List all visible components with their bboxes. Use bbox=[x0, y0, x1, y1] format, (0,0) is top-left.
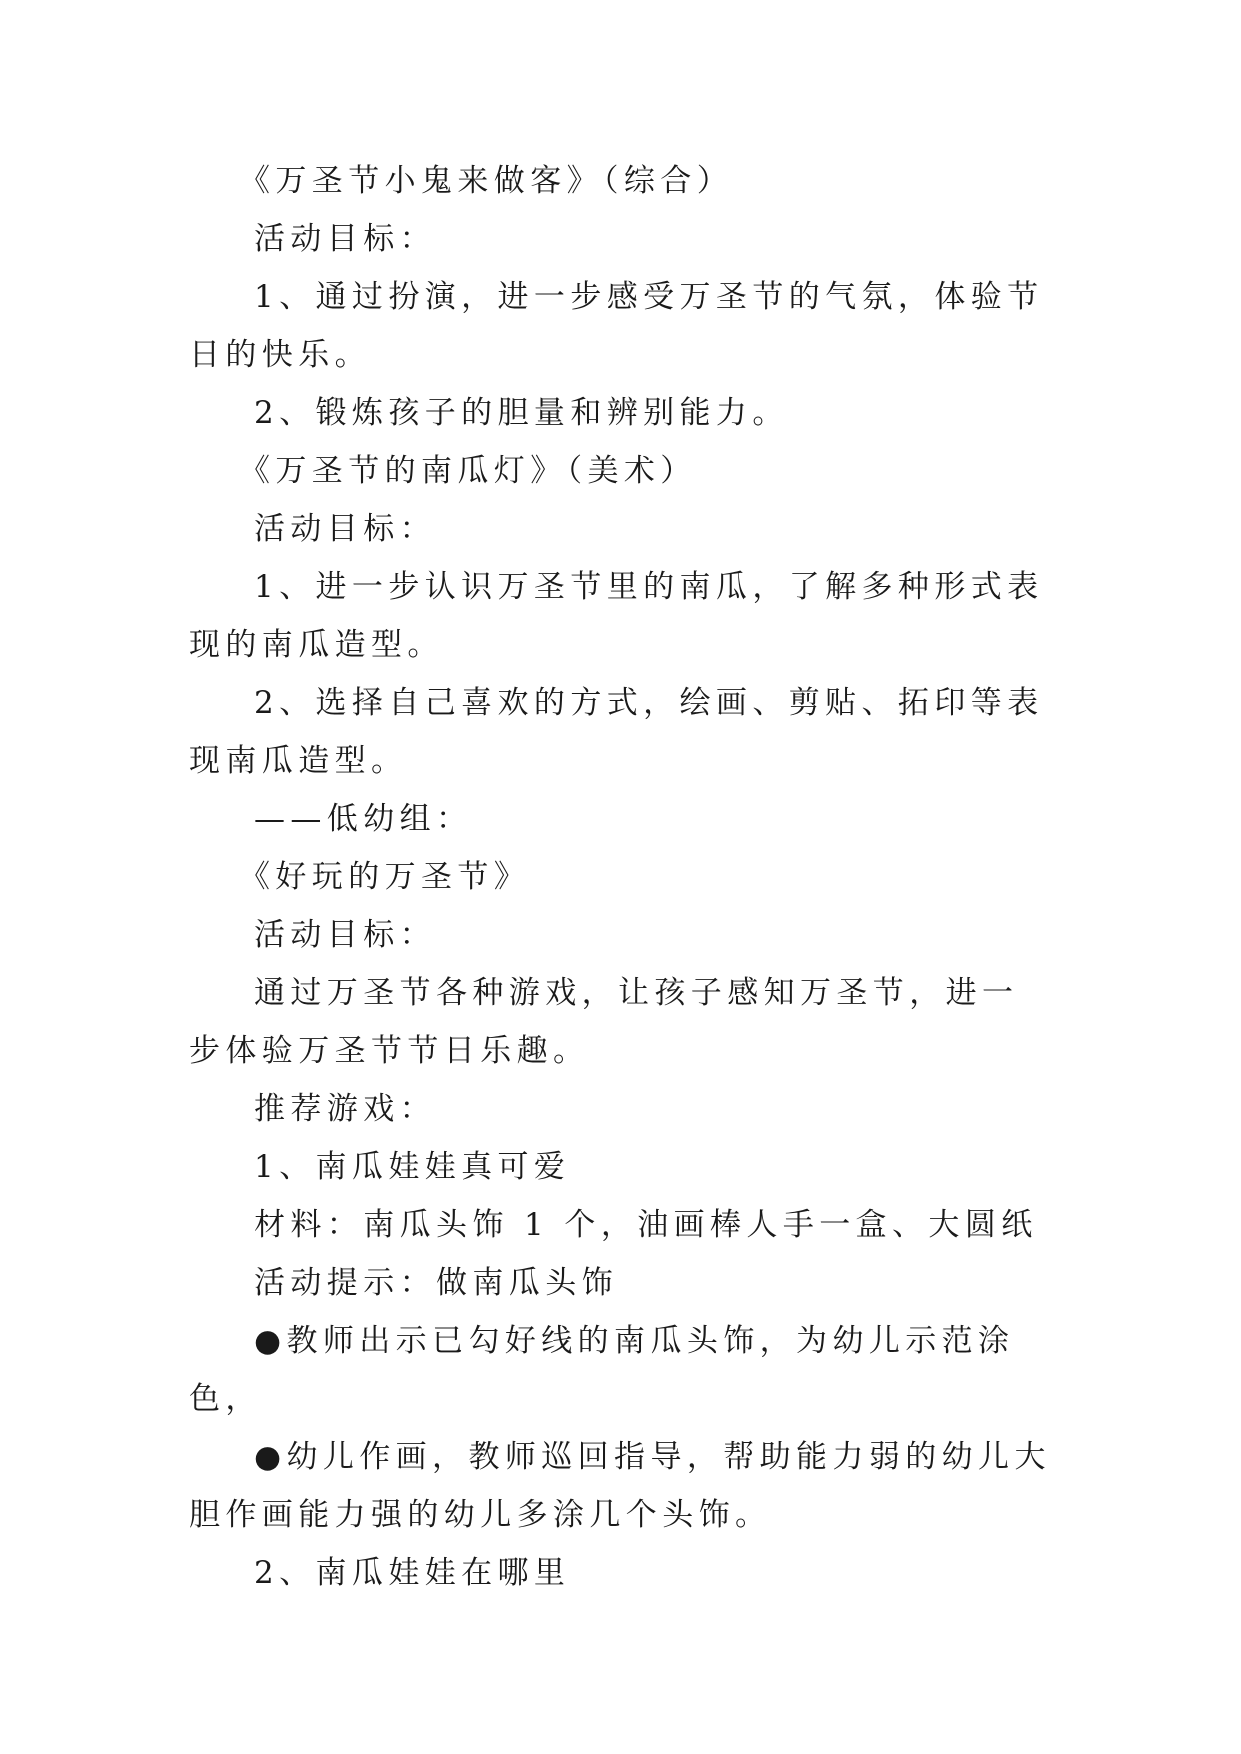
paragraph: 活动提示：做南瓜头饰 bbox=[254, 1265, 618, 1301]
bullet-item: ●教师出示已勾好线的南瓜头饰，为幼儿示范涂色， bbox=[189, 1323, 1015, 1417]
section-heading: 活动目标： bbox=[254, 917, 436, 953]
group-heading: ——低幼组： bbox=[254, 801, 473, 837]
game-title: 2、南瓜娃娃在哪里 bbox=[254, 1555, 571, 1591]
paragraph: 1、进一步认识万圣节里的南瓜，了解多种形式表现的南瓜造型。 bbox=[189, 569, 1044, 663]
game-title: 1、南瓜娃娃真可爱 bbox=[254, 1149, 571, 1185]
section-heading: 活动目标： bbox=[254, 511, 436, 547]
paragraph: 1、通过扮演，进一步感受万圣节的气氛，体验节日的快乐。 bbox=[189, 279, 1044, 373]
activity-title: 《好玩的万圣节》 bbox=[239, 859, 531, 895]
section-heading: 推荐游戏： bbox=[254, 1091, 436, 1127]
paragraph: 材料：南瓜头饰 1 个，油画棒人手一盒、大圆纸 bbox=[254, 1207, 1038, 1243]
paragraph: 2、选择自己喜欢的方式，绘画、剪贴、拓印等表现南瓜造型。 bbox=[189, 685, 1044, 779]
paragraph: 2、锻炼孩子的胆量和辨别能力。 bbox=[254, 395, 789, 431]
section-heading: 活动目标： bbox=[254, 221, 436, 257]
document-body bbox=[189, 152, 1051, 1602]
activity-title: 《万圣节的南瓜灯》（美术） bbox=[239, 453, 697, 489]
activity-title: 《万圣节小鬼来做客》（综合） bbox=[239, 163, 734, 199]
bullet-item: ●幼儿作画，教师巡回指导，帮助能力弱的幼儿大胆作画能力强的幼儿多涂几个头饰。 bbox=[189, 1439, 1051, 1533]
paragraph: 通过万圣节各种游戏，让孩子感知万圣节，进一步体验万圣节节日乐趣。 bbox=[189, 975, 1019, 1069]
